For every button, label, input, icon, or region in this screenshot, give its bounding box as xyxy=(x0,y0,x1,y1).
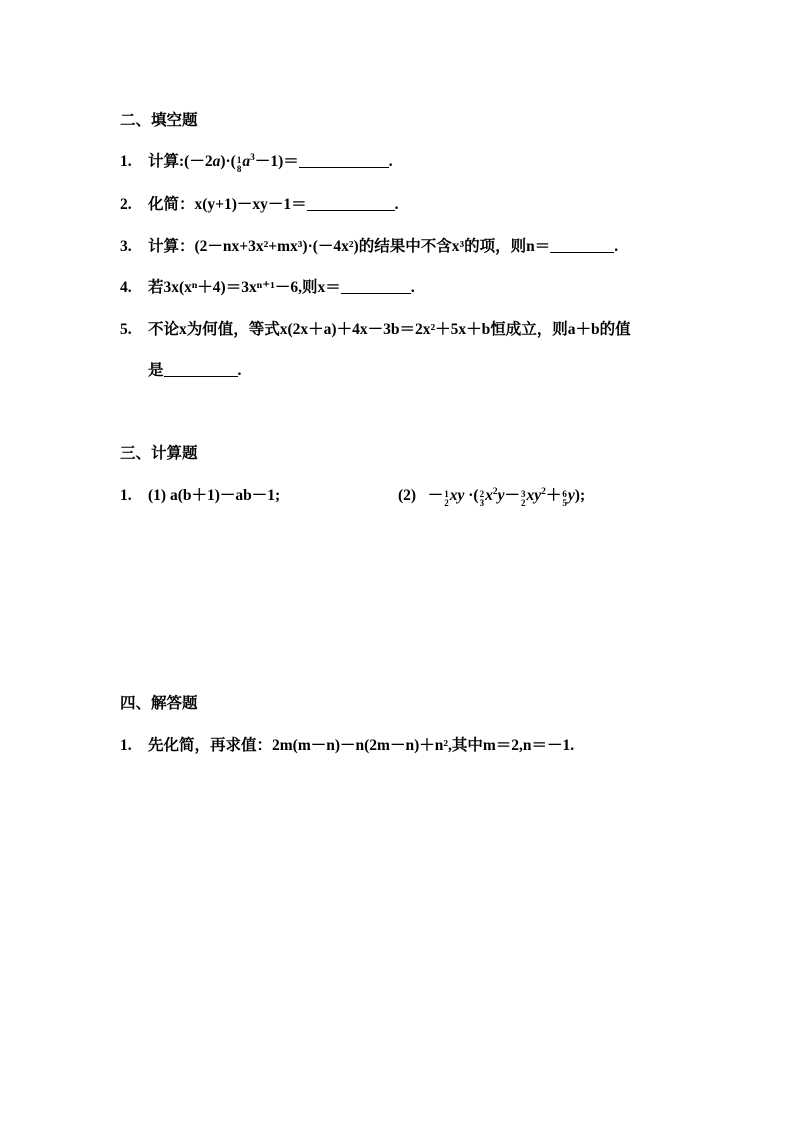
answer-blank[interactable] xyxy=(307,196,395,211)
q-number: 2. xyxy=(120,196,132,213)
part2: (2) － 1 2 xy ·( 2 3 $x^2y-$ 3 2 $xy^2+$ 6 5 y); xyxy=(398,487,586,508)
answer-blank[interactable] xyxy=(550,238,614,253)
section4-title: 四、解答题 xyxy=(120,695,198,712)
q-number: 1. xyxy=(120,737,132,754)
section2-q5-cont: 是 . xyxy=(148,362,242,379)
section4-q1: 1. 先化简，再求值：2m(m－n)－n(2m－n)＋n²,其中m＝2,n＝－1. xyxy=(120,737,575,754)
fraction: 1 8 xyxy=(236,155,242,174)
q-number: 4. xyxy=(120,279,132,296)
answer-blank[interactable] xyxy=(341,279,411,294)
section2-title: 二、填空题 xyxy=(120,112,198,129)
q-number: 1. xyxy=(120,487,132,504)
section2-q1: 1. 计算:(－2a)·( 1 8 $a^3-1)=$ . xyxy=(120,153,393,174)
q-number: 3. xyxy=(120,238,132,255)
q-number: 1. xyxy=(120,153,132,170)
q-number: 5. xyxy=(120,321,132,338)
section2-q4: 4. 若3x(xⁿ＋4)＝3xⁿ⁺¹－6,则x＝ . xyxy=(120,279,415,296)
answer-blank[interactable] xyxy=(299,153,389,168)
section2-q3: 3. 计算：(2－nx+3x²+mx³)·(－4x²)的结果中不含x³的项，则n＝ . xyxy=(120,238,619,255)
section2-q5: 5. 不论x为何值，等式x(2x＋a)＋4x－3b＝2x²＋5x＋b恒成立，则a＋b的值 xyxy=(120,321,631,338)
section3-title: 三、计算题 xyxy=(120,445,198,462)
answer-blank[interactable] xyxy=(164,362,238,377)
section2-q2: 2. 化简：x(y+1)－xy－1＝ . xyxy=(120,196,399,213)
section3-q1: 1. (1) a(b＋1)－ab－1; (2) － 1 2 xy ·( 2 3 $x^2y-$ 3 2 $xy^2+$ 6 5 y); xyxy=(120,483,720,505)
